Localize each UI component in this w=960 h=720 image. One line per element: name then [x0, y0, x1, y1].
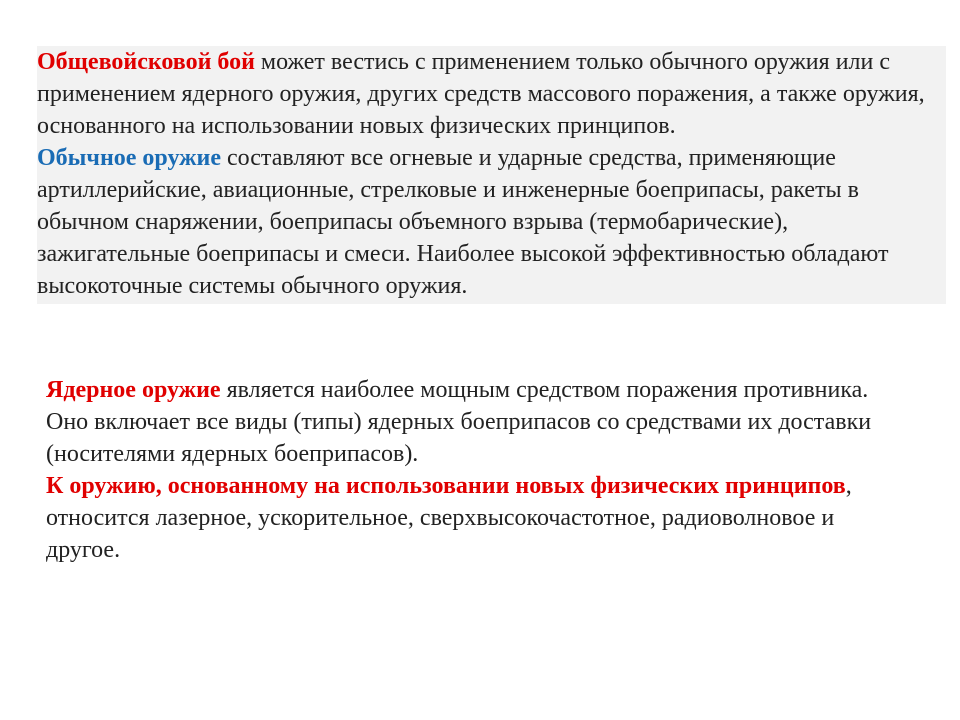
text-conventional-weapons: составляют все огневые и ударные средства, применяющие артиллерийские, авиационные, стрелковые и инженерные боеприпасы, ракеты в обычном снаряжении, боеприпасы объемного взрыва (термобарические), зажигательные боеприпасы и смеси. Наиболее высокой эффективностью обладают высокоточные системы обычного оружия.	[37, 145, 889, 299]
term-combined-arms-combat: Общевойсковой бой	[37, 49, 255, 75]
text-block-combined-arms-combat	[37, 46, 946, 304]
term-conventional-weapons: Обычное оружие	[37, 145, 222, 171]
term-nuclear-weapons: Ядерное оружие	[46, 377, 221, 403]
text-block-nuclear-and-new-weapons	[46, 374, 896, 566]
text-nuclear-weapons: является наиболее мощным средством поражения противника. Оно включает все виды (типы) ядерных боеприпасов со средствами их доставки (носителями ядерных боеприпасов).	[46, 377, 872, 467]
paragraph-conventional-weapons	[37, 142, 942, 302]
paragraph-nuclear-weapons	[46, 374, 896, 470]
text-new-physics-weapons: , относится лазерное, ускорительное, сверхвысокочастотное, радиоволновое и другое.	[46, 473, 852, 563]
paragraph-new-physics-weapons	[46, 470, 896, 566]
text-combined-arms-combat: может вестись с применением только обычного оружия или с применением ядерного оружия, других средств массового поражения, а также оружия, основанного на использовании новых физических принципов.	[37, 49, 925, 139]
term-new-physics-weapons: К оружию, основанному на использовании новых физических принципов	[46, 473, 846, 499]
paragraph-combined-arms-combat	[37, 46, 942, 142]
